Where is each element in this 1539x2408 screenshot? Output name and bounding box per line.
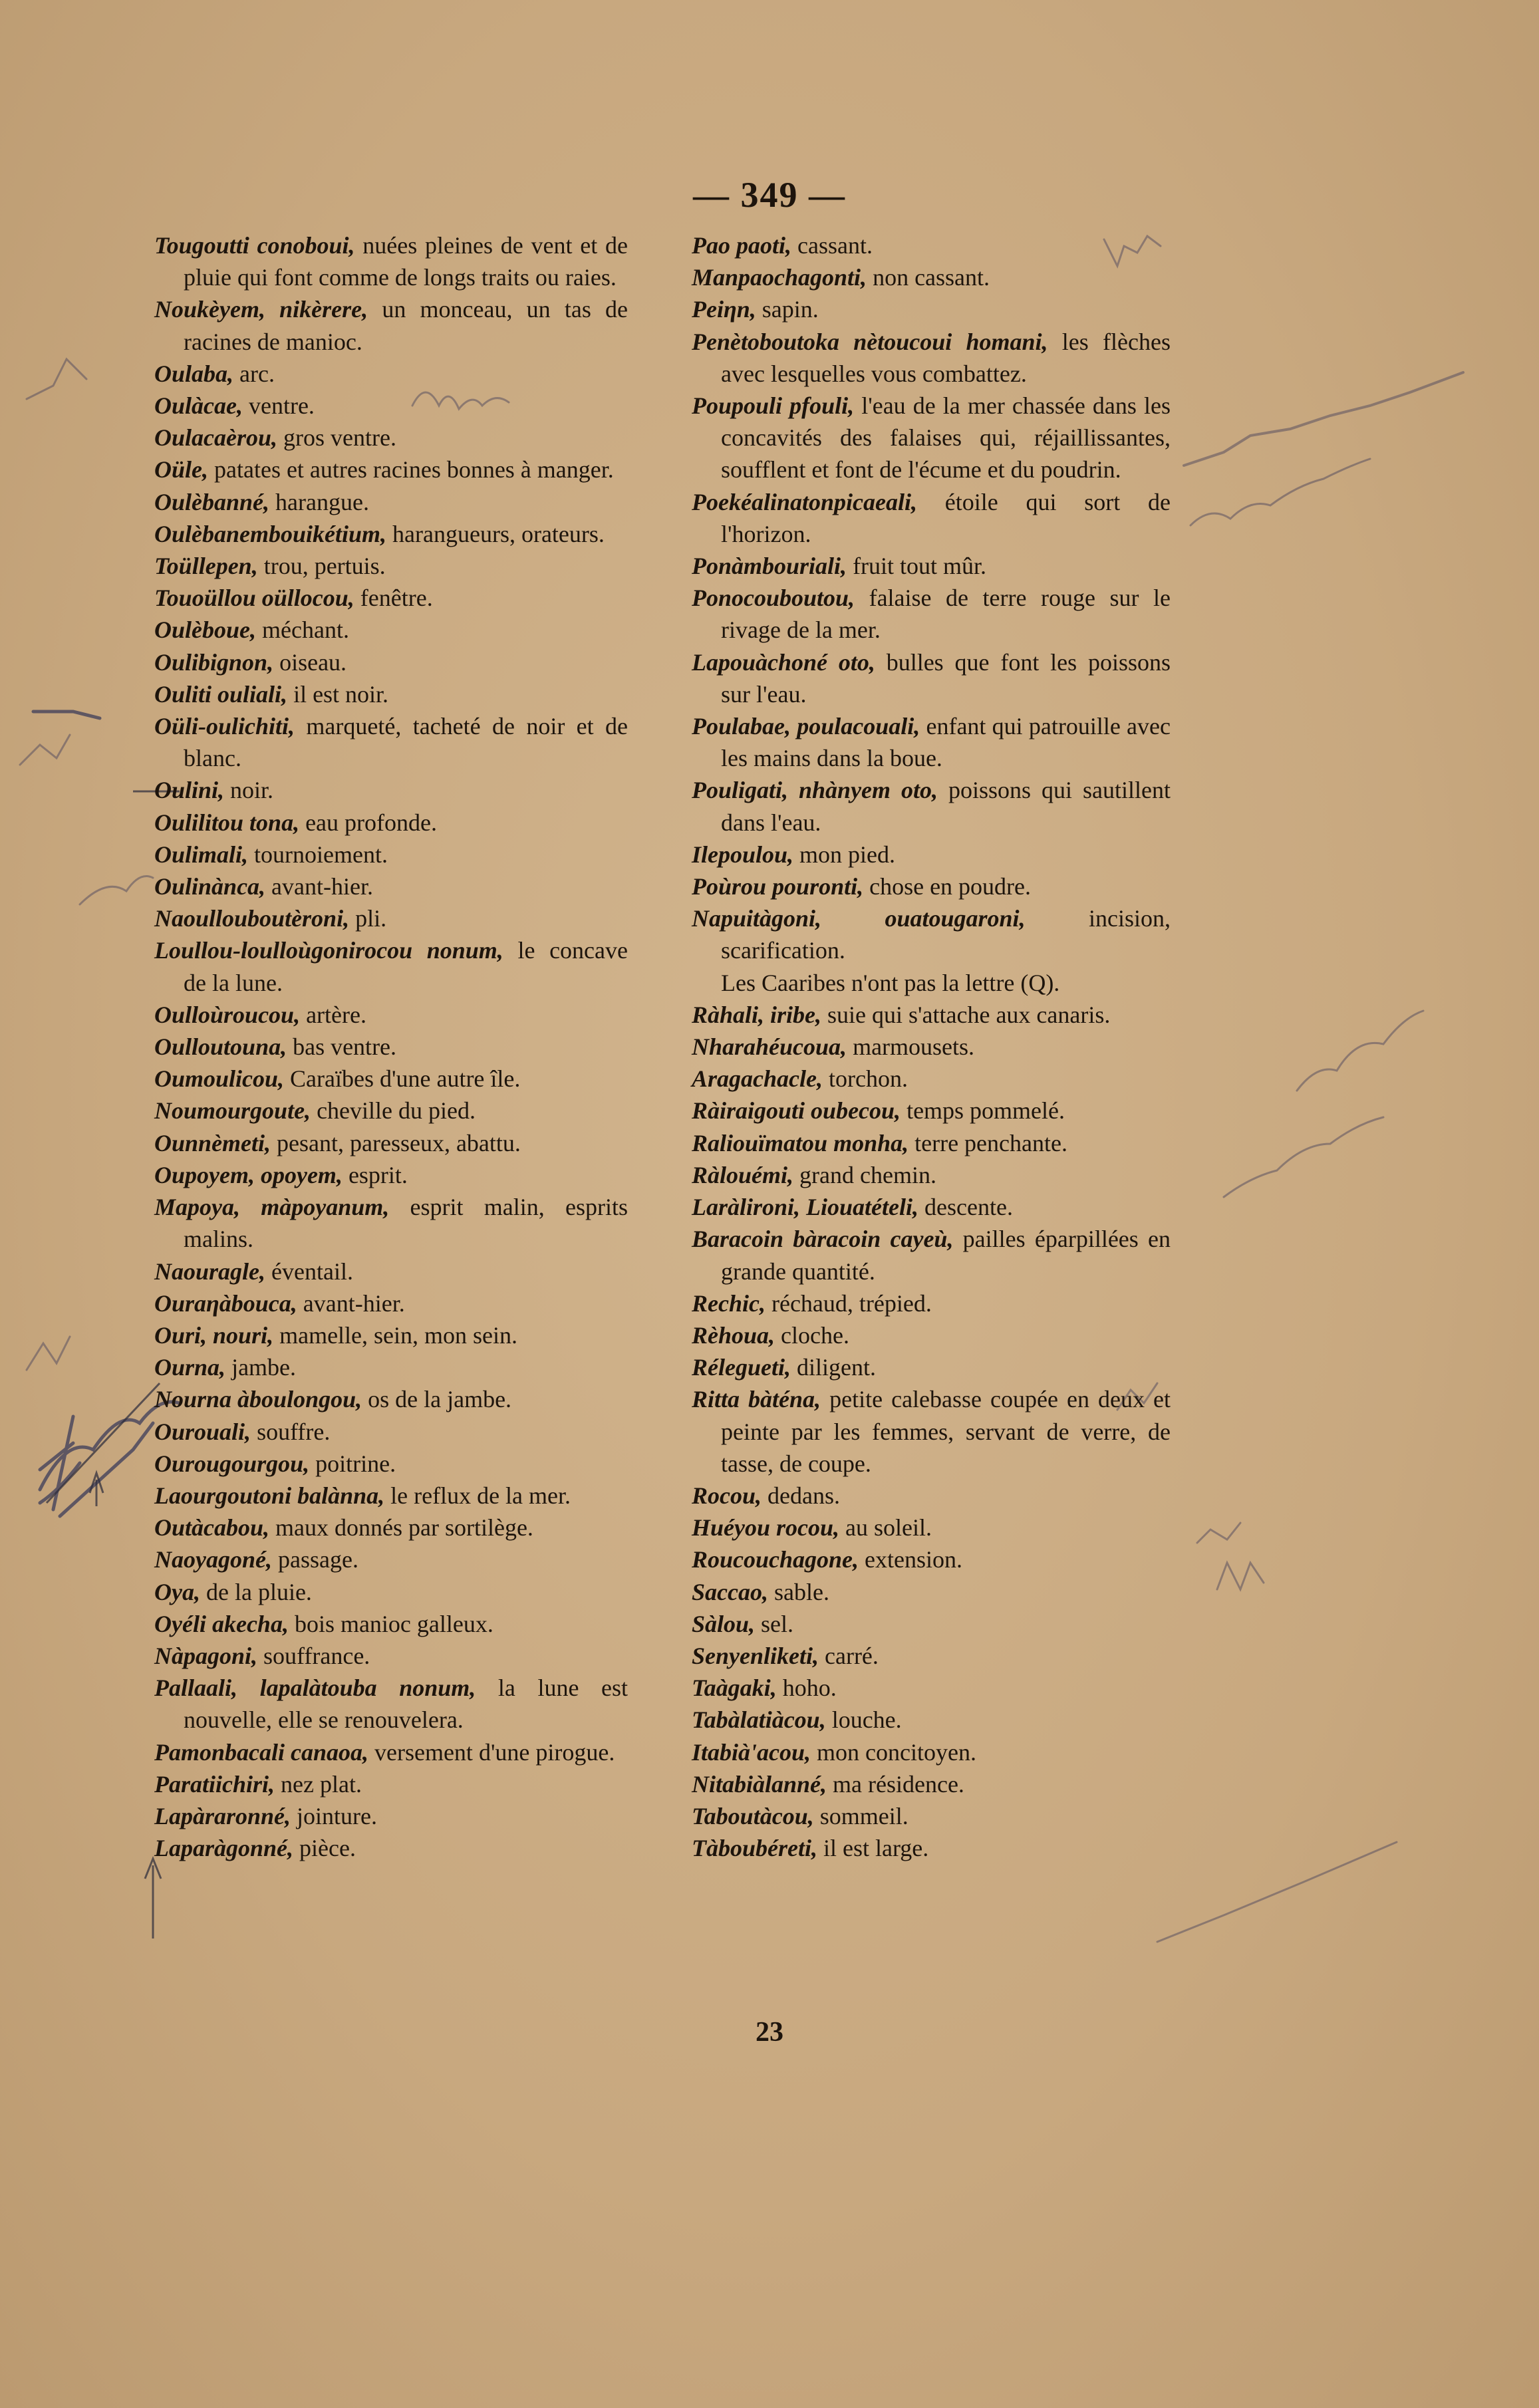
dictionary-entry (692, 582, 1171, 646)
entry-definition: souffrance. (257, 1642, 370, 1669)
entry-definition: patates et autres racines bonnes à manger. (208, 456, 614, 483)
entry-definition: mon pied. (793, 841, 896, 868)
entry-headword: Oya, (154, 1578, 200, 1605)
dictionary-entry (154, 1543, 628, 1575)
entry-definition: pesant, paresseux, abattu. (271, 1129, 521, 1156)
entry-headword: Oulibignon, (154, 648, 274, 676)
entry-definition: carré. (819, 1642, 879, 1669)
entry-headword: Ràiraigouti oubecou, (692, 1097, 901, 1125)
entry-definition: fenêtre. (354, 585, 433, 612)
dictionary-entry (154, 1319, 628, 1351)
entry-definition: hoho. (776, 1674, 837, 1702)
entry-headword: Ràlouémi, (692, 1161, 794, 1188)
dictionary-entry (154, 1287, 628, 1319)
entry-definition: cassant. (791, 232, 873, 259)
dictionary-entry (154, 293, 628, 357)
entry-headword: Ritta bàténa, (692, 1386, 821, 1413)
entry-definition: au soleil. (839, 1514, 932, 1541)
dictionary-entry (692, 967, 1171, 999)
entry-headword: Poekéalinatonpicaeali, (692, 488, 917, 515)
entry-definition: esprit malin, esprits malins. (184, 1194, 628, 1253)
dictionary-entry (692, 1383, 1171, 1480)
entry-headword: Ouraƞàbouca, (154, 1289, 297, 1317)
entry-definition: un monceau, un tas de racines de manioc. (184, 296, 629, 355)
entry-definition: tournoiement. (248, 841, 388, 868)
dictionary-entry (154, 229, 628, 293)
entry-headword: Poulabae, poulacouali, (692, 713, 920, 740)
entry-definition: cloche. (775, 1321, 849, 1349)
dictionary-entry (154, 902, 628, 934)
entry-headword: Oulloùroucou, (154, 1001, 301, 1028)
entry-headword: Oupoyem, opoyem, (154, 1161, 343, 1188)
entry-headword: Oulloutouna, (154, 1033, 287, 1061)
entry-definition: esprit. (342, 1161, 408, 1188)
dictionary-entry (154, 518, 628, 550)
entry-headword: Taàgaki, (692, 1674, 777, 1702)
entry-headword: Ourouali, (154, 1418, 251, 1445)
dictionary-entry (692, 1704, 1171, 1736)
entry-headword: Naoullouboutèroni, (154, 905, 350, 932)
dictionary-entry (692, 1512, 1171, 1543)
entry-headword: Huéyou rocou, (692, 1514, 840, 1541)
entry-definition: marmousets. (847, 1033, 975, 1061)
dictionary-entry (154, 1063, 628, 1095)
entry-definition: sel. (755, 1610, 794, 1637)
entry-headword: Ràhali, iribe, (692, 1001, 822, 1028)
entry-definition: sommeil. (813, 1802, 909, 1829)
entry-headword: Rélegueti, (692, 1354, 791, 1381)
entry-headword: Oulèbanembouikétium, (154, 520, 387, 547)
dictionary-entry (692, 1672, 1171, 1704)
entry-headword: Pallaali, lapalàtouba nonum, (154, 1674, 476, 1702)
entry-definition: pailles éparpillées en grande quantité. (721, 1226, 1171, 1285)
dictionary-entry (154, 1512, 628, 1543)
dictionary-entry (692, 710, 1171, 774)
dictionary-entry (692, 646, 1171, 710)
dictionary-entry (692, 1223, 1171, 1287)
dictionary-entry (692, 261, 1171, 293)
entry-definition: suie qui s'attache aux canaris. (821, 1001, 1111, 1028)
dictionary-entry (692, 1480, 1171, 1512)
entry-definition: éventail. (265, 1258, 353, 1285)
entry-headword: Oulilitou tona, (154, 809, 300, 836)
dictionary-entry (692, 1736, 1171, 1768)
entry-headword: Rechic, (692, 1289, 766, 1317)
dictionary-entry (692, 1576, 1171, 1608)
entry-headword: Oüli-oulichiti, (154, 713, 295, 740)
entry-definition: sapin. (756, 296, 819, 323)
entry-headword: Pao paoti, (692, 232, 791, 259)
dictionary-entry (154, 1159, 628, 1191)
dictionary-entry (154, 1127, 628, 1159)
dictionary-entry (154, 1191, 628, 1255)
entry-definition: extension. (859, 1546, 963, 1573)
entry-definition: Les Caaribes n'ont pas la lettre (Q). (721, 969, 1060, 996)
dictionary-entry (692, 1351, 1171, 1383)
entry-headword: Rèhoua, (692, 1321, 775, 1349)
entry-headword: Tougoutti conoboui, (154, 232, 355, 259)
entry-definition: enfant qui patrouille avec les mains dans la boue. (721, 713, 1171, 772)
entry-headword: Oyéli akecha, (154, 1610, 289, 1637)
entry-definition: harangue. (269, 488, 369, 515)
entry-headword: Nourna àboulongou, (154, 1386, 362, 1413)
entry-definition: Caraïbes d'une autre île. (284, 1065, 521, 1093)
dictionary-entry (154, 1832, 628, 1864)
entry-definition: ventre. (242, 392, 315, 420)
dictionary-entry (692, 902, 1171, 966)
dictionary-entry (154, 1736, 628, 1768)
dictionary-entry (154, 1448, 628, 1480)
entry-definition: descente. (918, 1194, 1013, 1221)
dictionary-entry (692, 870, 1171, 902)
entry-definition: marqueté, tacheté de noir et de blanc. (184, 713, 628, 772)
dictionary-entry (692, 1191, 1171, 1223)
entry-headword: Poupouli pfouli, (692, 392, 855, 420)
entry-definition: incision, scarification. (721, 905, 1171, 964)
entry-definition: mamelle, sein, mon sein. (273, 1321, 518, 1349)
entry-headword: Oulinànca, (154, 873, 266, 900)
entry-headword: Naoyagoné, (154, 1546, 272, 1573)
entry-headword: Laràlironi, Liouatételi, (692, 1194, 919, 1221)
dictionary-entry (692, 839, 1171, 870)
entry-headword: Baracoin bàracoin cayeù, (692, 1226, 954, 1253)
entry-headword: Ouliti ouliali, (154, 680, 288, 708)
dictionary-entry (692, 1159, 1171, 1191)
entry-definition: diligent. (790, 1354, 876, 1381)
dictionary-entry (154, 1383, 628, 1415)
entry-definition: les flèches avec lesquelles vous combattez. (721, 328, 1171, 387)
entry-definition: souffre. (251, 1418, 331, 1445)
entry-definition: versement d'une pirogue. (368, 1738, 615, 1766)
entry-headword: Rocou, (692, 1482, 762, 1509)
entry-headword: Oulaba, (154, 360, 234, 387)
entry-headword: Naouragle, (154, 1258, 266, 1285)
dictionary-entry (154, 422, 628, 454)
left-column (154, 229, 628, 1864)
entry-headword: Poùrou pouronti, (692, 873, 864, 900)
entry-headword: Ponàmbouriali, (692, 553, 847, 580)
entry-definition: louche. (825, 1706, 902, 1734)
dictionary-entry (692, 326, 1171, 390)
entry-headword: Pouligati, nhànyem oto, (692, 777, 938, 804)
entry-definition: harangueurs, orateurs. (386, 520, 605, 547)
right-column (692, 229, 1171, 1864)
dictionary-entry (154, 1672, 628, 1736)
dictionary-entry (692, 550, 1171, 582)
dictionary-entry (692, 774, 1171, 838)
entry-headword: Taboutàcou, (692, 1802, 814, 1829)
entry-headword: Noukèyem, nikèrere, (154, 296, 368, 323)
entry-definition: bulles que font les poissons sur l'eau. (721, 648, 1171, 708)
entry-headword: Laourgoutoni balànna, (154, 1482, 385, 1509)
signature-mark: 23 (756, 2017, 783, 2048)
dictionary-entry (692, 390, 1171, 486)
dictionary-entry (692, 1768, 1171, 1800)
dictionary-entry (154, 582, 628, 614)
entry-definition: maux donnés par sortilège. (269, 1514, 533, 1541)
dictionary-entry (154, 550, 628, 582)
entry-headword: Manpaochagonti, (692, 264, 867, 291)
entry-definition: passage. (271, 1546, 358, 1573)
entry-definition: jointure. (291, 1802, 378, 1829)
entry-headword: Peiƞn, (692, 296, 756, 323)
entry-definition: le concave de la lune. (184, 937, 628, 996)
dictionary-entry (154, 1608, 628, 1640)
entry-headword: Oüle, (154, 456, 208, 483)
dictionary-entry (692, 229, 1171, 261)
dictionary-entry (154, 1095, 628, 1127)
entry-definition: grand chemin. (793, 1161, 936, 1188)
entry-definition: la lune est nouvelle, elle se renouvelera. (184, 1674, 629, 1734)
entry-headword: Oulèbanné, (154, 488, 270, 515)
dictionary-entry (692, 1800, 1171, 1832)
entry-headword: Ponocouboutou, (692, 585, 855, 612)
dictionary-entry (692, 1063, 1171, 1095)
entry-definition: de la pluie. (200, 1578, 312, 1605)
entry-definition: méchant. (256, 616, 349, 644)
dictionary-entry (154, 1768, 628, 1800)
entry-headword: Nàpagoni, (154, 1642, 258, 1669)
entry-headword: Oulimali, (154, 841, 249, 868)
entry-definition: avant-hier. (297, 1289, 405, 1317)
entry-headword: Outàcabou, (154, 1514, 270, 1541)
entry-definition: poissons qui sautillent dans l'eau. (721, 777, 1171, 836)
entry-headword: Raliouïmatou monha, (692, 1129, 909, 1156)
entry-headword: Itabià'acou, (692, 1738, 811, 1766)
entry-definition: pièce. (293, 1835, 356, 1862)
entry-definition: gros ventre. (277, 424, 396, 452)
entry-headword: Lapouàchoné oto, (692, 648, 875, 676)
entry-headword: Lapàraronné, (154, 1802, 291, 1829)
entry-headword: Sàlou, (692, 1610, 756, 1637)
dictionary-entry (692, 1608, 1171, 1640)
dictionary-entry (154, 646, 628, 678)
dictionary-entry (154, 486, 628, 518)
entry-definition: eau profonde. (299, 809, 437, 836)
dictionary-entry (692, 1127, 1171, 1159)
entry-definition: le reflux de la mer. (384, 1482, 571, 1509)
entry-definition: falaise de terre rouge sur le rivage de la mer. (721, 585, 1171, 644)
entry-definition: bas ventre. (287, 1033, 397, 1061)
entry-headword: Ilepoulou, (692, 841, 794, 868)
entry-headword: Noumourgoute, (154, 1097, 311, 1125)
dictionary-entry (154, 807, 628, 839)
entry-definition: étoile qui sort de l'horizon. (721, 488, 1171, 547)
entry-headword: Napuitàgoni, ouatougaroni, (692, 905, 1026, 932)
dictionary-entry (692, 999, 1171, 1031)
dictionary-entry (154, 1640, 628, 1672)
entry-definition: noir. (224, 777, 274, 804)
dictionary-entry (692, 1031, 1171, 1063)
dictionary-entry (692, 1287, 1171, 1319)
dictionary-entry (154, 1800, 628, 1832)
entry-headword: Ounnèmeti, (154, 1129, 271, 1156)
dictionary-entry (154, 774, 628, 806)
entry-definition: nuées pleines de vent et de pluie qui font comme de longs traits ou raies. (184, 232, 628, 291)
page-number: — 349 — (693, 175, 846, 215)
entry-definition: os de la jambe. (362, 1386, 512, 1413)
entry-definition: arc. (233, 360, 275, 387)
entry-headword: Nharahéucoua, (692, 1033, 847, 1061)
entry-headword: Aragachacle, (692, 1065, 823, 1093)
dictionary-entry (154, 999, 628, 1031)
dictionary-entry (154, 1480, 628, 1512)
entry-definition: réchaud, trépied. (765, 1289, 932, 1317)
entry-definition: nez plat. (275, 1770, 362, 1798)
dictionary-entry (692, 1640, 1171, 1672)
entry-definition: artère. (300, 1001, 366, 1028)
dictionary-entry (154, 1256, 628, 1287)
entry-definition: fruit tout mûr. (847, 553, 987, 580)
dictionary-entry (154, 454, 628, 485)
entry-headword: Paratiichiri, (154, 1770, 275, 1798)
dictionary-entry (154, 1031, 628, 1063)
dictionary-entry (692, 486, 1171, 550)
entry-definition: terre penchante. (909, 1129, 1067, 1156)
dictionary-entry (692, 1543, 1171, 1575)
entry-headword: Oulèboue, (154, 616, 256, 644)
entry-headword: Tàboubéreti, (692, 1835, 817, 1862)
entry-definition: sable. (768, 1578, 829, 1605)
dictionary-entry (154, 710, 628, 774)
dictionary-entry (154, 934, 628, 998)
dictionary-entry (154, 1576, 628, 1608)
entry-headword: Touoüllou oüllocou, (154, 585, 354, 612)
entry-headword: Penètoboutoka nètoucoui homani, (692, 328, 1048, 355)
entry-headword: Senyenliketi, (692, 1642, 819, 1669)
entry-headword: Oulàcae, (154, 392, 243, 420)
entry-headword: Pamonbacali canaoa, (154, 1738, 368, 1766)
dictionary-entry (154, 614, 628, 646)
entry-headword: Laparàgonné, (154, 1835, 294, 1862)
entry-definition: torchon. (822, 1065, 908, 1093)
entry-headword: Mapoya, màpoyanum, (154, 1194, 390, 1221)
dictionary-entry (154, 678, 628, 710)
dictionary-entry (154, 839, 628, 870)
dictionary-entry (692, 1319, 1171, 1351)
dictionary-entry (692, 293, 1171, 325)
entry-definition: trou, pertuis. (257, 553, 386, 580)
entry-definition: il est large. (817, 1835, 929, 1862)
entry-headword: Oulini, (154, 777, 225, 804)
dictionary-entry (154, 390, 628, 422)
entry-headword: Oumoulicou, (154, 1065, 285, 1093)
entry-definition: bois manioc galleux. (288, 1610, 493, 1637)
dictionary-entry (692, 1095, 1171, 1127)
entry-definition: temps pommelé. (901, 1097, 1065, 1125)
entry-headword: Tabàlatiàcou, (692, 1706, 826, 1734)
entry-definition: il est noir. (287, 680, 389, 708)
entry-headword: Ourougourgou, (154, 1450, 310, 1477)
dictionary-entry (154, 1351, 628, 1383)
entry-definition: dedans. (762, 1482, 840, 1509)
entry-headword: Nitabiàlanné, (692, 1770, 827, 1798)
entry-definition: jambe. (225, 1354, 297, 1381)
dictionary-entry (692, 1832, 1171, 1864)
entry-headword: Ouri, nouri, (154, 1321, 274, 1349)
entry-headword: Roucouchagone, (692, 1546, 859, 1573)
entry-headword: Loullou-loulloùgonirocou nonum, (154, 937, 503, 964)
dictionary-entry (154, 1416, 628, 1448)
entry-headword: Ourna, (154, 1354, 226, 1381)
entry-definition: petite calebasse coupée en deux et peinte par les femmes, servant de verre, de tasse, de coupe. (721, 1386, 1171, 1477)
entry-definition: l'eau de la mer chassée dans les concavités des falaises qui, réjaillissantes, soufflent et font de l'écume et du poudrin. (721, 392, 1171, 483)
entry-definition: non cassant. (867, 264, 990, 291)
entry-definition: oiseau. (273, 648, 347, 676)
entry-definition: pli. (349, 905, 387, 932)
entry-definition: cheville du pied. (311, 1097, 476, 1125)
entry-definition: mon concitoyen. (811, 1738, 976, 1766)
entry-definition: ma résidence. (827, 1770, 964, 1798)
entry-definition: poitrine. (309, 1450, 396, 1477)
entry-headword: Oulacaèrou, (154, 424, 278, 452)
entry-definition: chose en poudre. (863, 873, 1032, 900)
entry-headword: Toüllepen, (154, 553, 258, 580)
entry-definition: avant-hier. (265, 873, 373, 900)
dictionary-entry (154, 358, 628, 390)
dictionary-entry (154, 870, 628, 902)
entry-headword: Saccao, (692, 1578, 768, 1605)
